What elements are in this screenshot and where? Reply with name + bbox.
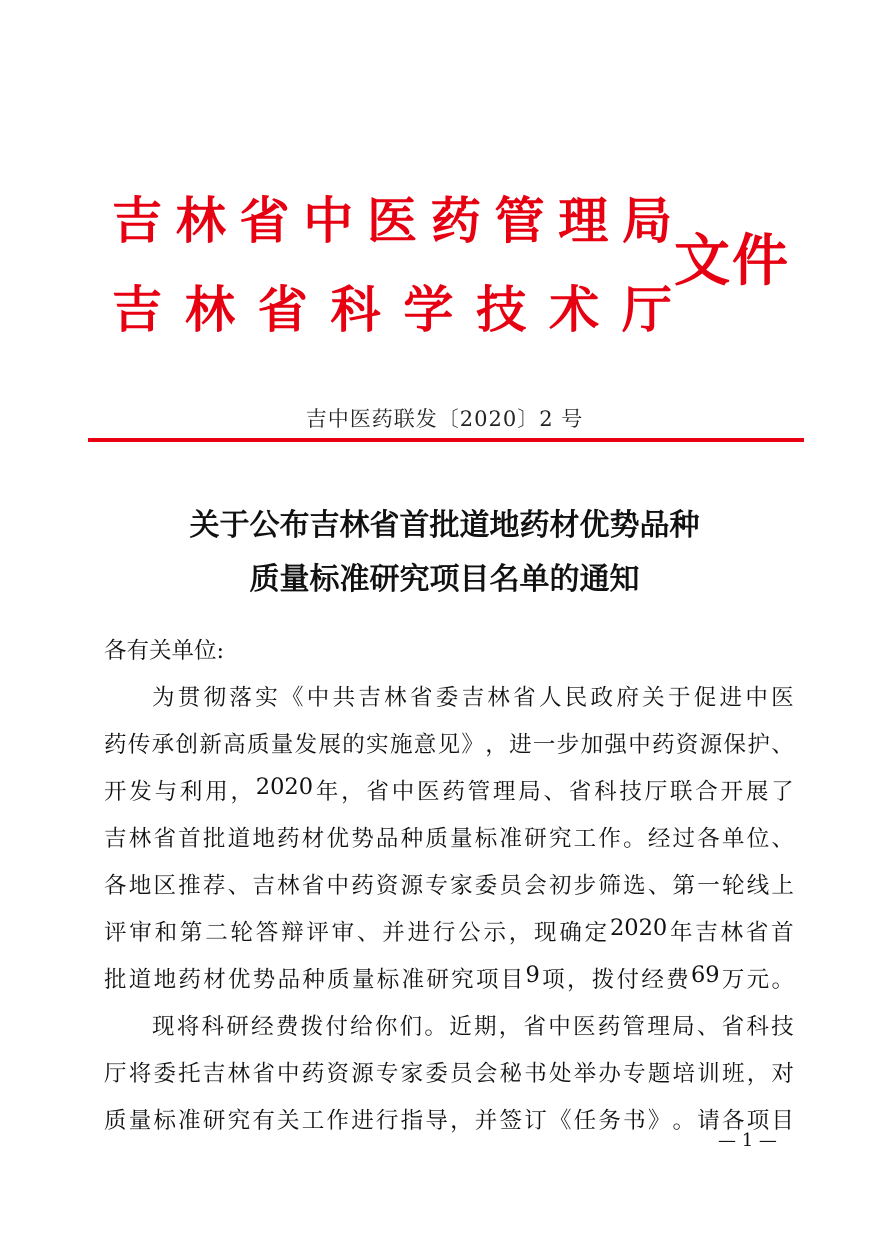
page-number: — 1 — [718,1130,777,1151]
document-title-line-1: 关于公布吉林省首批道地药材优势品种 [189,508,700,543]
document-number: 吉中医药联发〔2020〕2 号 [305,407,584,431]
body-line: 药 传 承 创 新 高 质 量 发 展 的 实 施 意 见 》 ， 进 一 步 加 强 中 药 资 源 保 护 、 [104,732,794,758]
body-line: 开 发 与 利 用 ， 2020 年 ， 省 中 医 药 管 理 局 、 省 科 技 厅 联 合 开 展 了 [104,774,794,805]
agency-name-line-2: 吉 林 省 科 学 技 术 厅 [112,280,672,339]
agency-name-line-1: 吉 林 省 中 医 药 管 理 局 [112,191,672,250]
body-line: 批 道 地 药 材 优 势 品 种 质 量 标 准 研 究 项 目 9 项 ， 拨 付 经 费 69 万 元 。 [104,962,794,993]
body-line: 评 审 和 第 二 轮 答 辩 评 审 、 并 进 行 公 示 ， 现 确 定 2020 年 吉 林 省 首 [104,915,794,946]
body-line: 现 将 科 研 经 费 拨 付 给 你 们 。 近 期 ， 省 中 医 药 管 理 局 、 省 科 技 [152,1014,794,1040]
document-word: 文件 [674,228,790,294]
salutation: 各有关单位: [104,638,225,664]
body-line: 为 贯 彻 落 实 《 中 共 吉 林 省 委 吉 林 省 人 民 政 府 关 于 促 进 中 医 [152,685,794,711]
body-line: 厅 将 委 托 吉 林 省 中 药 资 源 专 家 委 员 会 秘 书 处 举 办 专 题 培 训 班 ， 对 [104,1061,794,1087]
red-divider [88,438,804,442]
body-line: 吉 林 省 首 批 道 地 药 材 优 势 品 种 质 量 标 准 研 究 工 作 。 经 过 各 单 位 、 [104,826,794,852]
body-line: 质 量 标 准 研 究 有 关 工 作 进 行 指 导 ， 并 签 订 《 任 务 书 》 。 请 各 项 目 [104,1108,794,1134]
document-title-line-2: 质量标准研究项目名单的通知 [249,562,640,597]
body-line: 各 地 区 推 荐 、 吉 林 省 中 药 资 源 专 家 委 员 会 初 步 筛 选 、 第 一 轮 线 上 [104,873,794,899]
